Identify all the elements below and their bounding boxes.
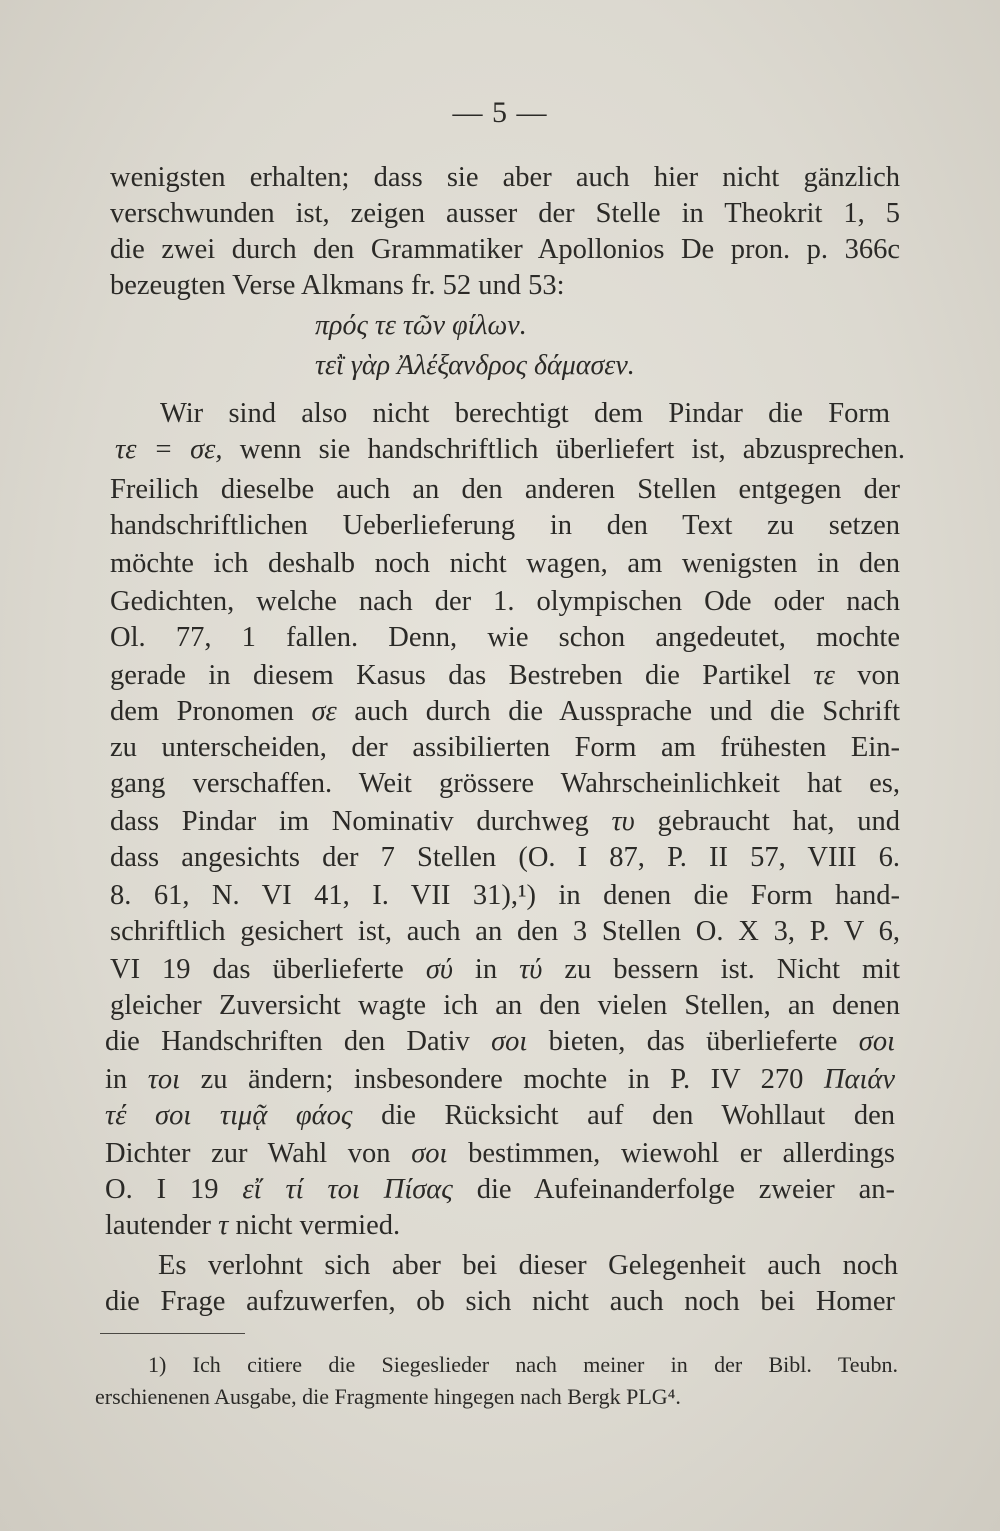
text-segment: auch durch die Aussprache und die Schrift	[336, 696, 900, 727]
text-line: Es verlohnt sich aber bei dieser Gelegenheit auch noch	[158, 1250, 898, 1281]
text-line	[105, 1098, 895, 1134]
text-line: Wir sind also nicht berechtigt dem Pindar die Form	[160, 398, 890, 429]
page-number: — 5 —	[452, 96, 548, 129]
text-segment: nicht vermied.	[228, 1210, 401, 1241]
greek-phrase: εἴ τί τοι Πίσας	[242, 1174, 453, 1205]
text-line: verschwunden ist, zeigen ausser der Stelle in Theokrit 1, 5	[110, 198, 900, 229]
text-line	[110, 952, 900, 988]
greek-word: τε = σε,	[115, 434, 223, 465]
greek-word: σοι	[491, 1026, 528, 1057]
greek-word: σοι	[411, 1138, 448, 1169]
text-segment: zu bessern ist. Nicht mit	[542, 954, 901, 985]
text-segment: VI 19 das überlieferte	[110, 954, 426, 985]
footnote-line: 1) Ich citiere die Siegeslieder nach meiner in der Bibl. Teubn.	[148, 1352, 898, 1377]
greek-word: Παιάν	[823, 1064, 896, 1095]
greek-word: τύ	[519, 954, 543, 985]
text-line	[110, 804, 900, 840]
text-segment: in	[105, 1064, 148, 1095]
text-segment: Dichter zur Wahl von	[105, 1138, 412, 1169]
text-segment: bestimmen, wiewohl er allerdings	[447, 1138, 895, 1169]
text-line: schriftlich gesichert ist, auch an den 3 Stellen O. X 3, P. V 6,	[110, 916, 900, 947]
text-segment: dem Pronomen	[110, 696, 312, 727]
text-line: wenigsten erhalten; dass sie aber auch hier nicht gänzlich	[110, 162, 900, 193]
text-line	[105, 1172, 895, 1208]
footnote-rule	[100, 1333, 245, 1334]
footnote-line: erschienenen Ausgabe, die Fragmente hingegen nach Bergk PLG⁴.	[95, 1384, 681, 1409]
text-segment: wenn sie handschriftlich überliefert ist, abzusprechen.	[222, 434, 905, 465]
text-segment: die Rücksicht auf den Wohllaut den	[352, 1100, 895, 1131]
text-line	[105, 1062, 895, 1098]
text-line: die Frage aufzuwerfen, ob sich nicht auch noch bei Homer	[105, 1286, 895, 1317]
text-line	[110, 694, 900, 730]
text-segment: die Handschriften den Dativ	[105, 1026, 492, 1057]
text-line: zu unterscheiden, der assibilierten Form am frühesten Ein-	[110, 732, 900, 763]
text-segment: O. I 19	[105, 1174, 243, 1205]
text-segment: bieten, das überlieferte	[527, 1026, 859, 1057]
text-segment: gebraucht hat, und	[634, 806, 900, 837]
greek-word: σε	[311, 696, 337, 727]
greek-verse: τεῒ γὰρ Ἀλέξανδρος δάμασεν.	[315, 350, 635, 381]
text-segment: von	[834, 660, 900, 691]
greek-word: σύ	[425, 954, 453, 985]
text-segment: in	[452, 954, 520, 985]
text-line	[110, 658, 900, 694]
text-segment: zu ändern; insbesondere mochte in P. IV 270	[180, 1064, 824, 1095]
text-line: Gedichten, welche nach der 1. olympischen Ode oder nach	[110, 586, 900, 617]
greek-word: τε	[813, 660, 835, 691]
text-line: gleicher Zuversicht wagte ich an den vielen Stellen, an denen	[110, 990, 900, 1021]
text-line: Ol. 77, 1 fallen. Denn, wie schon angedeutet, mochte	[110, 622, 900, 653]
text-line	[115, 432, 905, 468]
text-line: dass angesichts der 7 Stellen (O. I 87, P. II 57, VIII 6.	[110, 842, 900, 873]
text-line: möchte ich deshalb noch nicht wagen, am wenigsten in den	[110, 548, 900, 579]
greek-word: σοι	[858, 1026, 895, 1057]
text-line: handschriftlichen Ueberlieferung in den Text zu setzen	[110, 510, 900, 541]
text-line	[105, 1208, 895, 1244]
text-line	[105, 1024, 895, 1060]
text-segment: gerade in diesem Kasus das Bestreben die Partikel	[110, 660, 814, 691]
text-line: bezeugten Verse Alkmans fr. 52 und 53:	[110, 270, 565, 301]
text-line	[105, 1136, 895, 1172]
text-line: Freilich dieselbe auch an den anderen Stellen entgegen der	[110, 474, 900, 505]
text-line: die zwei durch den Grammatiker Apollonios De pron. p. 366c	[110, 234, 900, 265]
greek-word: τ	[218, 1210, 229, 1241]
text-segment: die Aufeinanderfolge zweier an-	[452, 1174, 895, 1205]
text-line: 8. 61, N. VI 41, I. VII 31),¹) in denen die Form hand-	[110, 880, 900, 911]
greek-verse: πρός τε τῶν φίλων.	[315, 310, 527, 341]
text-line: gang verschaffen. Weit grössere Wahrscheinlichkeit hat es,	[110, 768, 900, 799]
greek-word: τοι	[147, 1064, 181, 1095]
greek-phrase: τέ σοι τιμᾷ φάος	[105, 1100, 353, 1131]
text-segment: dass Pindar im Nominativ durchweg	[110, 806, 612, 837]
text-segment: lautender	[105, 1210, 219, 1241]
greek-word: τυ	[611, 806, 635, 837]
